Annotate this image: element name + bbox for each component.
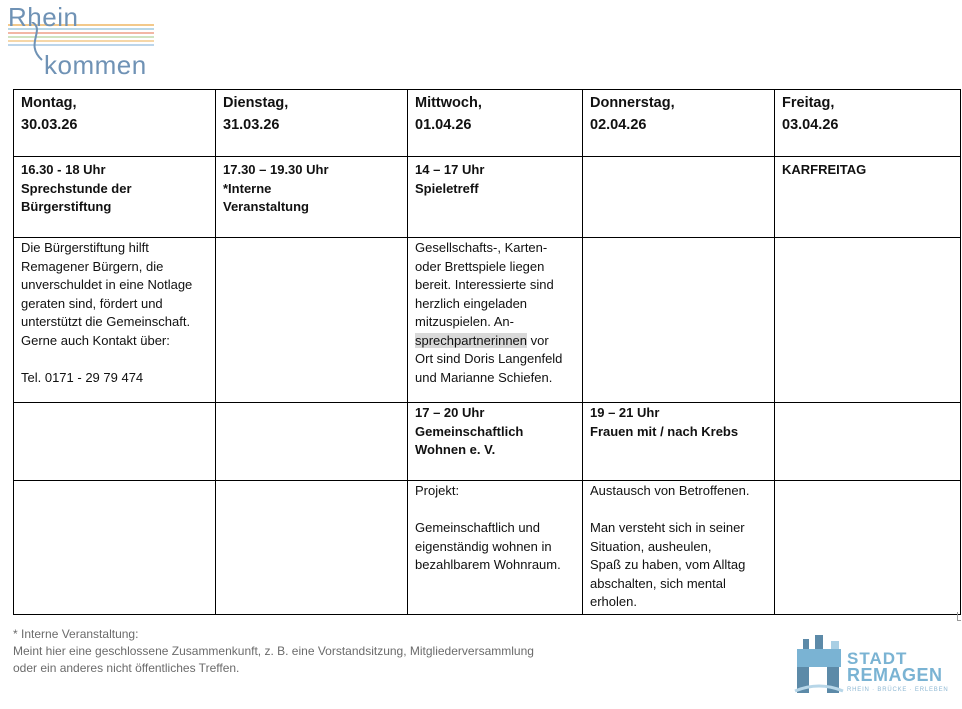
description-cell-monday [14, 238, 216, 403]
holiday-label: KARFREITAG [782, 162, 867, 177]
weekday-label: Dienstag, [223, 95, 289, 111]
event-cell-thursday [583, 403, 775, 481]
description-cell-tuesday [216, 481, 408, 615]
description-line: Die Bürgerstiftung hilft [21, 240, 149, 255]
table-header-row [14, 90, 961, 157]
event-title: Wohnen e. V. [415, 442, 496, 457]
event-time: 17.30 – 19.30 Uhr [223, 162, 329, 177]
event-title: Gemeinschaftlich [415, 423, 524, 439]
description-line: abschalten, sich mental [590, 575, 726, 591]
weekday-label: Montag, [21, 95, 77, 111]
description-line: Austausch von Betroffenen. [590, 483, 750, 498]
weekday-label: Mittwoch, [415, 95, 482, 111]
event-title: *Interne [223, 180, 272, 196]
footnote-line: Meint hier eine geschlossene Zusammenkunft, z. B. eine Vorstandsitzung, Mitgliederversammlung [13, 644, 534, 658]
event-title: Spieletreff [415, 180, 479, 196]
description-line: Projekt: [415, 483, 460, 498]
event-cell-tuesday [216, 157, 408, 238]
day-header-tuesday [216, 90, 408, 157]
footnote [13, 626, 534, 677]
event-title: Bürgerstiftung [21, 199, 112, 214]
date-label: 02.04.26 [590, 117, 647, 133]
date-label: 31.03.26 [223, 117, 280, 133]
description-cell-thursday [583, 481, 775, 615]
day-header-thursday [583, 90, 775, 157]
page-corner-mark [957, 612, 961, 621]
day-header-wednesday [408, 90, 583, 157]
description-line [415, 332, 575, 351]
footnote-line: * Interne Veranstaltung: [13, 627, 139, 641]
weekday-label: Freitag, [782, 95, 835, 111]
rhein-kommen-logo [6, 2, 156, 82]
logo-word-rhein: Rhein [8, 2, 79, 32]
event-cell-wednesday [408, 157, 583, 238]
description-line: bezahlbarem Wohnraum. [415, 557, 561, 572]
description-line: Spaß zu haben, vom Alltag [590, 557, 746, 572]
event-cell-monday [14, 157, 216, 238]
event-cell-friday [775, 403, 961, 481]
date-label: 30.03.26 [21, 117, 78, 133]
event-time: 17 – 20 Uhr [415, 405, 485, 420]
description-line: eigenständig wohnen in [415, 538, 552, 554]
description-line: bereit. Interessierte sind [415, 277, 554, 292]
description-line: Gesellschafts-, Karten- [415, 240, 548, 255]
description-line: erholen. [590, 594, 637, 609]
highlighted-text: sprechpartnerinnen [415, 332, 528, 348]
description-cell-wednesday [408, 238, 583, 403]
table-row [14, 403, 961, 481]
description-cell-monday [14, 481, 216, 615]
description-cell-thursday [583, 238, 775, 403]
event-cell-wednesday [408, 403, 583, 481]
description-line: unterstützt die Gemeinschaft. [21, 314, 191, 329]
description-line: Man versteht sich in seiner [590, 520, 745, 535]
phone-number: Tel. 0171 - 29 79 474 [21, 369, 144, 385]
table-row [14, 238, 961, 403]
description-line: und Marianne Schiefen. [415, 369, 553, 385]
event-title: Sprechstunde der [21, 180, 132, 196]
description-line: Gerne auch Kontakt über: [21, 332, 170, 348]
table-row [14, 481, 961, 615]
description-line: mitzuspielen. An- [415, 314, 514, 329]
event-time: 14 – 17 Uhr [415, 162, 485, 177]
stadt-remagen-logo [793, 633, 949, 699]
footnote-line: oder ein anderes nicht öffentliches Treffen. [13, 661, 240, 675]
event-cell-tuesday [216, 403, 408, 481]
event-cell-thursday [583, 157, 775, 238]
day-header-monday [14, 90, 216, 157]
logo-text-remagen: REMAGEN [847, 665, 943, 685]
description-line: Ort sind Doris Langenfeld [415, 351, 563, 366]
logo-tagline: RHEIN · BRÜCKE · ERLEBEN [847, 687, 949, 693]
event-time: 16.30 - 18 Uhr [21, 162, 106, 177]
description-line: herzlich eingeladen [415, 295, 528, 311]
description-cell-tuesday [216, 238, 408, 403]
date-label: 03.04.26 [782, 117, 839, 133]
event-time: 19 – 21 Uhr [590, 405, 660, 420]
event-title: Veranstaltung [223, 199, 309, 214]
event-title: Frauen mit / nach Krebs [590, 423, 739, 439]
date-label: 01.04.26 [415, 117, 472, 133]
event-cell-friday [775, 157, 961, 238]
description-cell-wednesday [408, 481, 583, 615]
description-line: unverschuldet in eine Notlage [21, 277, 193, 292]
description-line: oder Brettspiele liegen [415, 258, 545, 274]
description-line: Remagener Bürgern, die [21, 258, 164, 274]
table-row [14, 157, 961, 238]
logo-text-stadt: STADT [847, 649, 908, 668]
description-line: geraten sind, fördert und [21, 295, 163, 311]
description-line: Gemeinschaftlich und [415, 520, 541, 535]
description-text: vor [527, 332, 549, 348]
day-header-friday [775, 90, 961, 157]
logo-word-kommen: kommen [44, 50, 147, 80]
weekly-schedule-table [13, 89, 961, 615]
event-cell-monday [14, 403, 216, 481]
description-cell-friday [775, 238, 961, 403]
weekday-label: Donnerstag, [590, 95, 675, 111]
remagen-bridge-icon [793, 633, 845, 697]
description-line: Situation, ausheulen, [590, 538, 712, 554]
description-cell-friday [775, 481, 961, 615]
